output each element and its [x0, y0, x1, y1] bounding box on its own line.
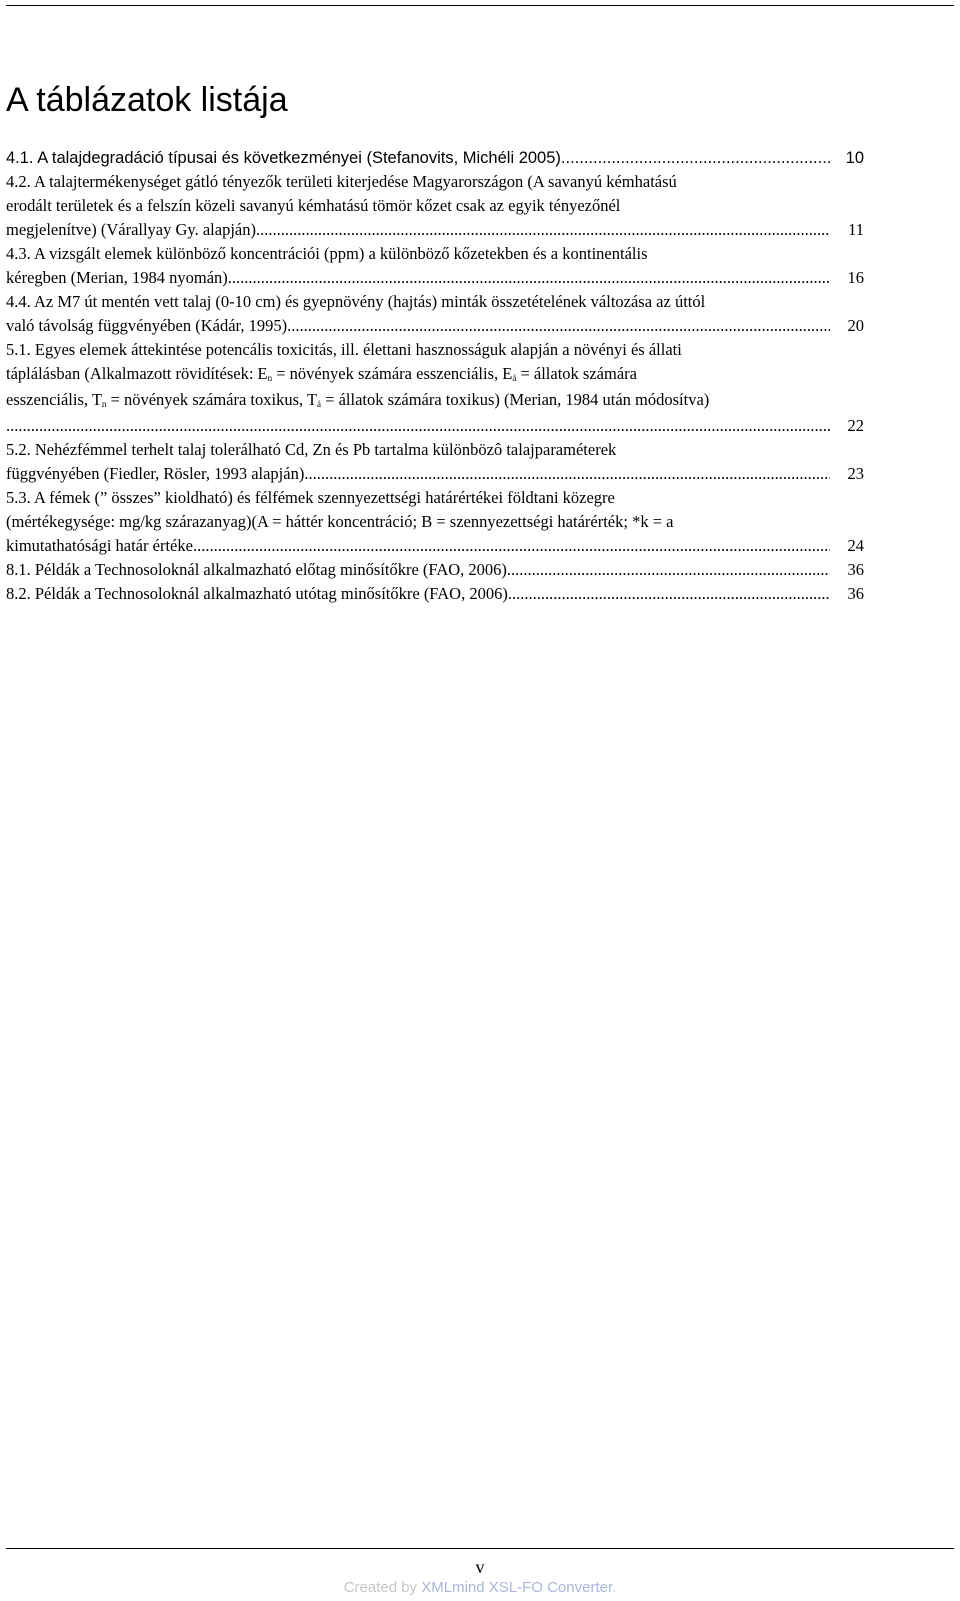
- toc-entry-line: [6, 414, 830, 438]
- toc-entry-line: 8.1. Példák a Technosoloknál alkalmazható előtag minősítőkre (FAO, 2006) .....: [6, 558, 830, 582]
- toc-entry-line: 5.2. Nehézfémmel terhelt talaj tolerálható Cd, Zn és Pb tartalma különbözô talajparaméterek: [6, 440, 617, 459]
- toc-entry-line: 5.1. Egyes elemek áttekintése potencális toxicitás, ill. élettani hasznosságuk alapján a növényi és állati: [6, 340, 682, 359]
- toc-entry-line: 4.2. A talajtermékenységet gátló tényezők területi kiterjedése Magyarországon (A savanyú kémhatású: [6, 172, 677, 191]
- toc-entry-line: való távolság függvényében (Kádár, 1995) .....: [6, 314, 830, 338]
- toc-entry-line: megjelenítve) (Várallyay Gy. alapján) .....: [6, 218, 830, 242]
- page-number: v: [475, 1557, 485, 1577]
- toc-entry-line: kimutathatósági határ értéke .....: [6, 534, 830, 558]
- dot-leader: [287, 314, 830, 338]
- toc-entry[interactable]: [6, 338, 864, 438]
- toc-entry-line: 4.3. A vizsgált elemek különböző koncentrációi (ppm) a különböző kőzetekben és a kontinentális: [6, 244, 648, 263]
- table-list: [6, 146, 864, 606]
- toc-entry-line: 4.4. Az M7 út mentén vett talaj (0-10 cm) és gyepnövény (hajtás) minták összetételének változása az úttól: [6, 292, 706, 311]
- toc-entry[interactable]: [6, 486, 864, 558]
- credit-brand: XMLmind XSL-FO Converter: [421, 1579, 613, 1596]
- toc-entry[interactable]: [6, 582, 864, 606]
- toc-entry-line: 4.1. A talajdegradáció típusai és következményei (Stefanovits, Michéli 2005) .....: [6, 146, 830, 170]
- toc-entry-line: 8.2. Példák a Technosoloknál alkalmazható utótag minősítőkre (FAO, 2006) .....: [6, 582, 830, 606]
- top-rule: [6, 5, 954, 6]
- dot-leader: [561, 146, 830, 170]
- toc-entry[interactable]: [6, 290, 864, 338]
- dot-leader: [256, 218, 830, 242]
- toc-entry[interactable]: [6, 438, 864, 486]
- credit-suffix: .: [612, 1579, 617, 1596]
- toc-entry-line: függvényében (Fiedler, Rösler, 1993 alapján) .....: [6, 462, 830, 486]
- toc-entry-line: kéregben (Merian, 1984 nyomán) .....: [6, 266, 830, 290]
- dot-leader: [304, 462, 830, 486]
- footer-rule: [6, 1548, 954, 1549]
- dot-leader: [508, 582, 830, 606]
- dot-leader: [6, 414, 830, 438]
- page-title: A táblázatok listája: [6, 81, 288, 119]
- toc-page-number: 11: [848, 220, 864, 239]
- dot-leader: [507, 558, 830, 582]
- toc-page-number: 20: [847, 316, 864, 335]
- dot-leader: [228, 266, 830, 290]
- converter-credit: [0, 1578, 960, 1598]
- toc-page-number: 16: [847, 268, 864, 287]
- toc-entry[interactable]: [6, 170, 864, 242]
- toc-entry-line: (mértékegysége: mg/kg szárazanyag)(A = háttér koncentráció; B = szennyezettségi határérték; *k = a: [6, 512, 674, 531]
- toc-page-number: 36: [847, 560, 864, 579]
- toc-page-number: 23: [847, 464, 864, 483]
- toc-entry[interactable]: [6, 242, 864, 290]
- toc-entry[interactable]: [6, 558, 864, 582]
- toc-entry-line: esszenciális, Tn = növények számára toxikus, Tá = állatok számára toxikus) (Merian, 1984 után módosítva): [6, 390, 710, 409]
- toc-entry-line: táplálásban (Alkalmazott rövidítések: En = növények számára esszenciális, Eá = állatok számára: [6, 364, 637, 383]
- toc-entry-line: erodált területek és a felszín közeli savanyú kémhatású tömör kőzet csak az egyik tényezőnél: [6, 196, 621, 215]
- toc-page-number: 22: [847, 416, 864, 435]
- toc-page-number: 36: [847, 584, 864, 603]
- toc-entry[interactable]: [6, 146, 864, 170]
- toc-entry-line: 5.3. A fémek (” összes” kioldható) és félfémek szennyezettségi határértékei földtani közegre: [6, 488, 615, 507]
- credit-prefix: Created by: [343, 1579, 422, 1596]
- toc-page-number: 10: [845, 149, 864, 167]
- toc-page-number: 24: [847, 536, 864, 555]
- dot-leader: [193, 534, 830, 558]
